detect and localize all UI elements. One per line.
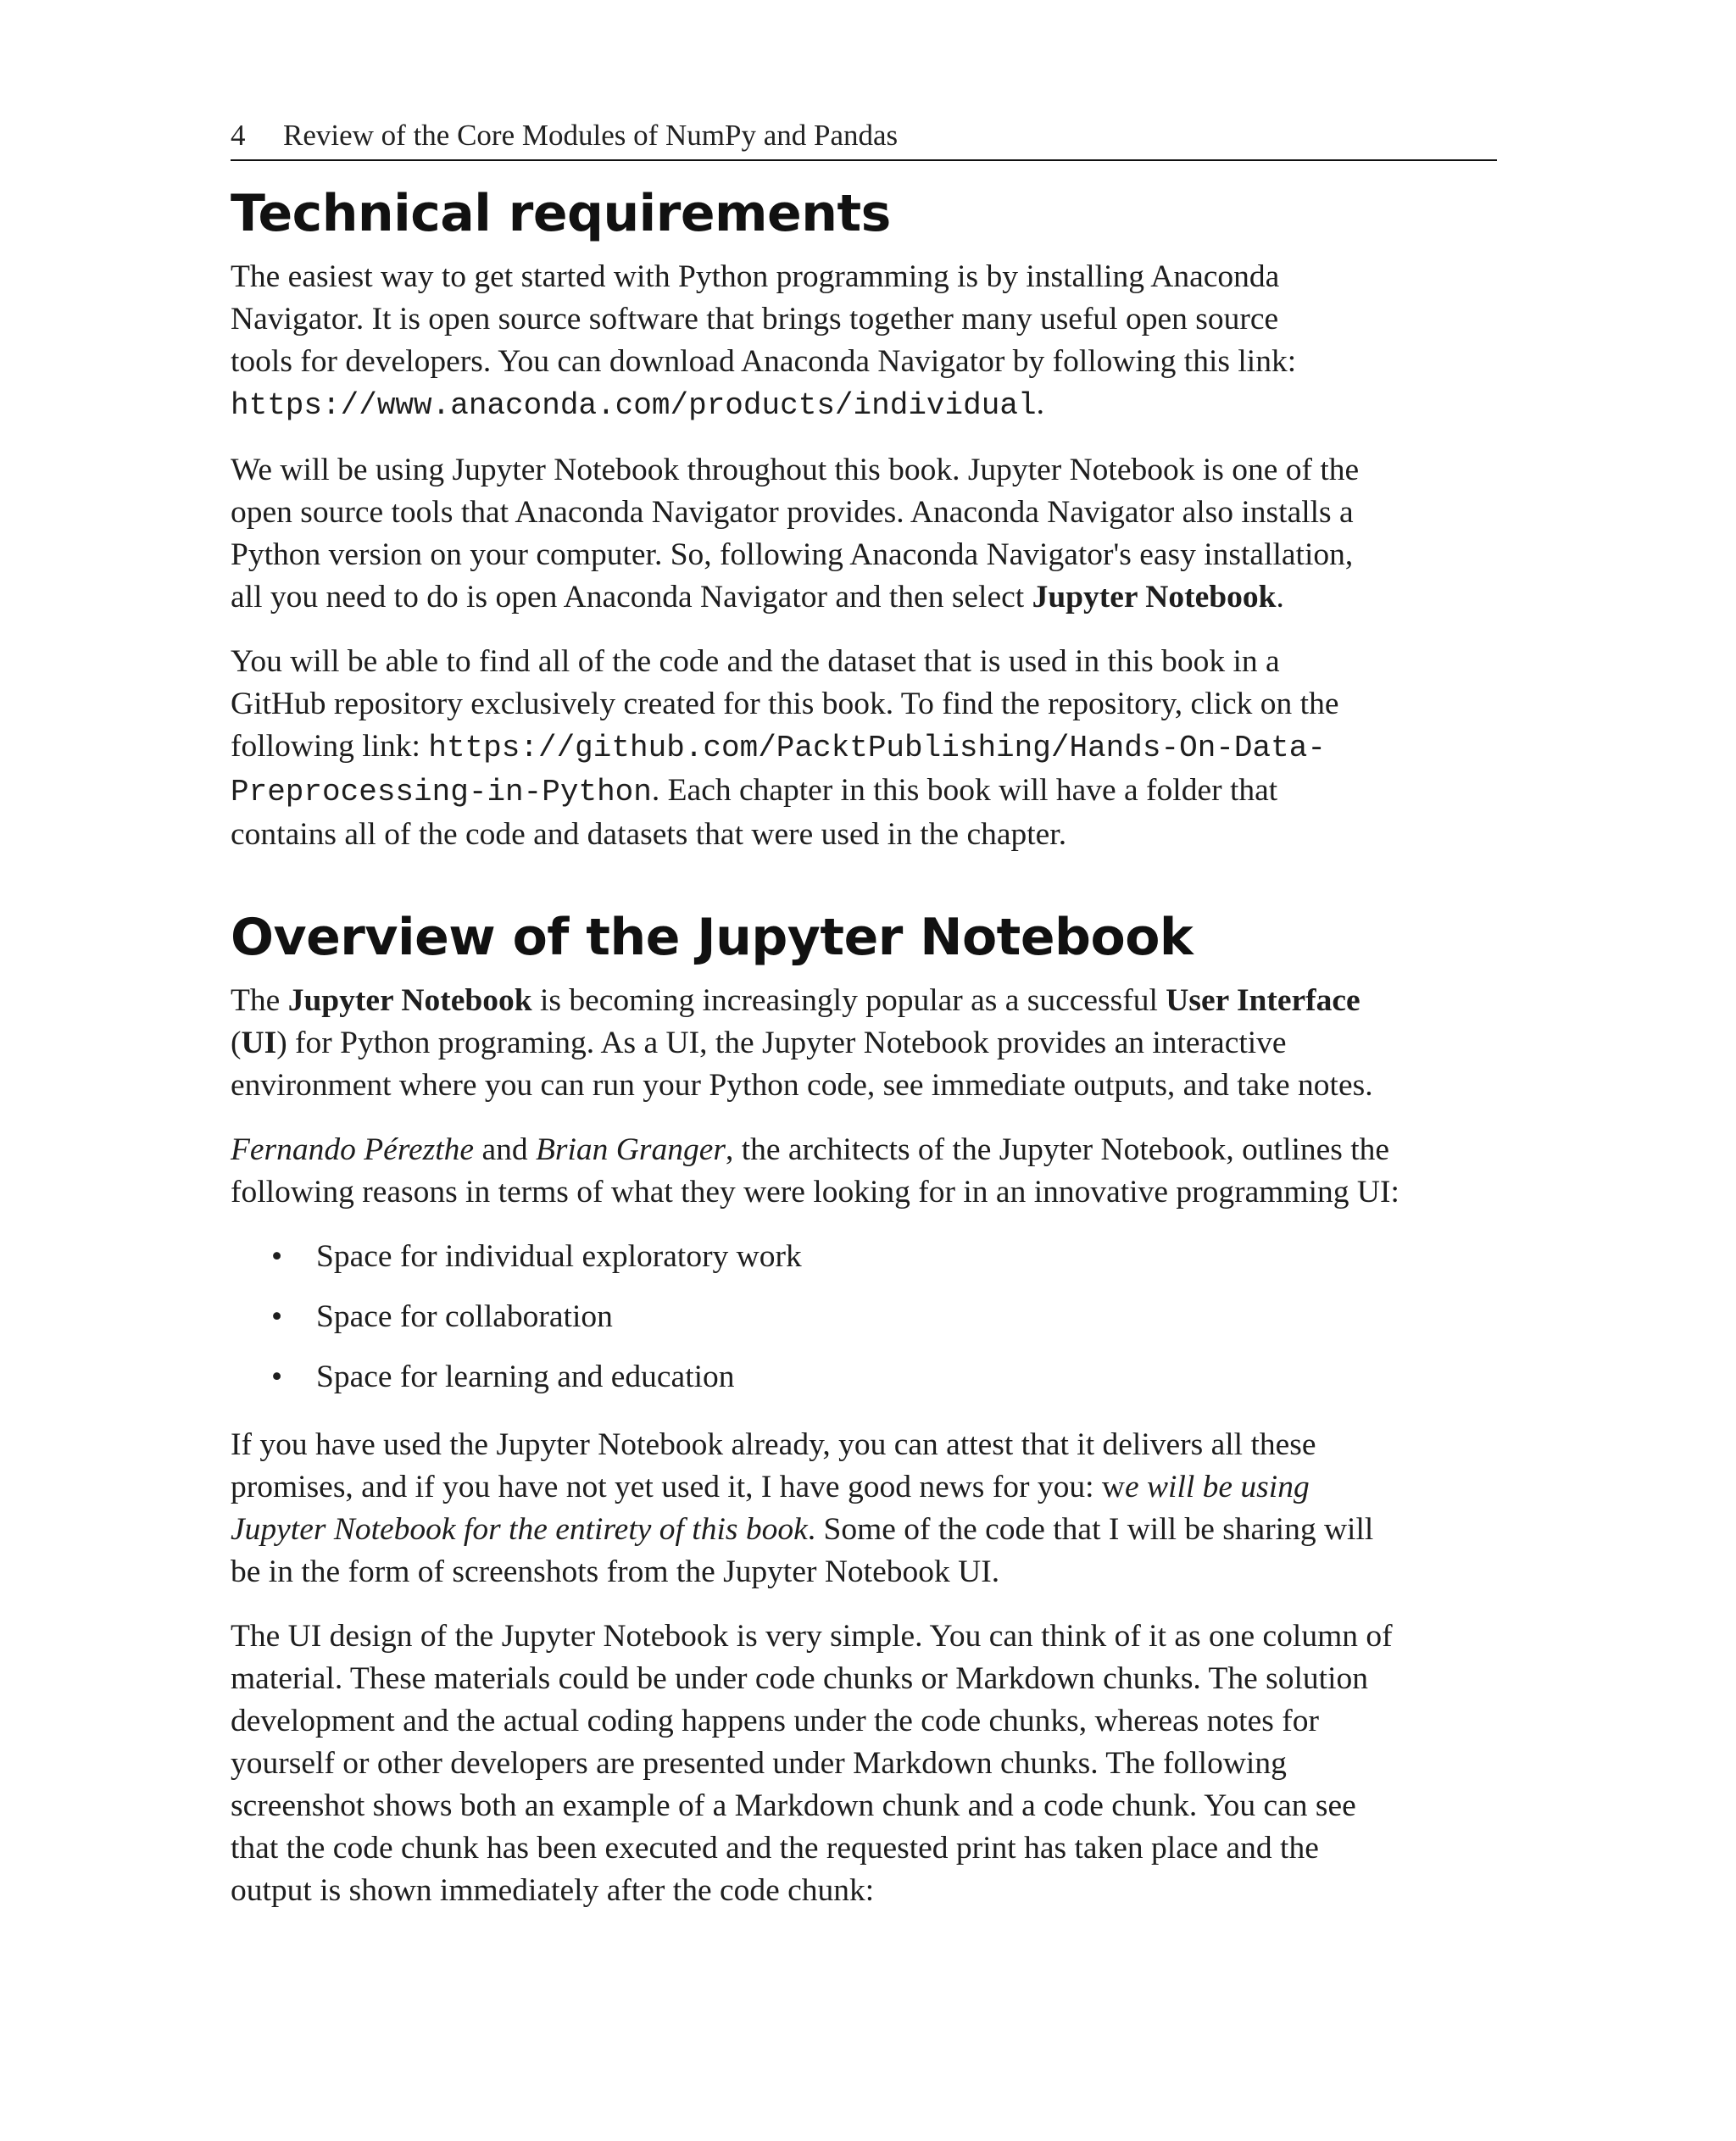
text-line <box>231 980 1497 1022</box>
running-header <box>231 112 1497 161</box>
ui-term: UI <box>241 1026 277 1060</box>
text-fragment: . Some of the code that I will be sharing will <box>807 1512 1374 1547</box>
text-line: material. These materials could be under code chunks or Markdown chunks. The solution <box>231 1661 1369 1696</box>
text-line: Python version on your computer. So, following Anaconda Navigator's easy installation, <box>231 537 1354 572</box>
text-line <box>231 1466 1497 1509</box>
list-item-text: Space for collaboration <box>316 1299 613 1334</box>
bullet: • <box>271 1360 283 1394</box>
text-line <box>231 1129 1497 1171</box>
text-line: The easiest way to get started with Python programming is by installing Anaconda <box>231 259 1280 294</box>
paragraph-architects <box>231 1129 1497 1214</box>
reasons-list <box>231 1236 1497 1399</box>
text-line <box>231 726 1497 770</box>
emphasis-text: Jupyter Notebook for the entirety of this book <box>231 1512 808 1547</box>
github-link-part1[interactable]: https://github.com/PacktPublishing/Hands-On-Data- <box>428 731 1326 765</box>
text-line: The UI design of the Jupyter Notebook is very simple. You can think of it as one column of <box>231 1619 1393 1654</box>
emphasis-text: e will be using <box>1125 1470 1310 1504</box>
author-name: Brian Granger <box>535 1132 726 1167</box>
text-line <box>231 1509 1497 1551</box>
user-interface-term: User Interface <box>1166 983 1360 1018</box>
text-line: Navigator. It is open source software that brings together many useful open source <box>231 302 1279 336</box>
author-name: Fernando Pérezthe <box>231 1132 475 1167</box>
text-line: screenshot shows both an example of a Markdown chunk and a code chunk. You can see <box>231 1788 1356 1823</box>
paragraph-jupyter-usage <box>231 449 1497 619</box>
text-line: You will be able to find all of the code and the dataset that is used in this book in a <box>231 644 1280 679</box>
text-fragment: and <box>474 1132 536 1167</box>
list-item-text: Space for learning and education <box>316 1360 735 1394</box>
text-line <box>231 383 1497 427</box>
running-title: Review of the Core Modules of NumPy and Pandas <box>283 119 899 152</box>
text-line: We will be using Jupyter Notebook throughout this book. Jupyter Notebook is one of the <box>231 453 1360 487</box>
list-item <box>231 1356 1497 1399</box>
text-line: development and the actual coding happens under the code chunks, whereas notes for <box>231 1704 1319 1738</box>
text-line <box>231 1022 1497 1065</box>
text-line <box>231 576 1497 619</box>
list-item <box>231 1236 1497 1278</box>
text-line: output is shown immediately after the code chunk: <box>231 1873 875 1908</box>
text-line: contains all of the code and datasets that were used in the chapter. <box>231 817 1067 852</box>
text-fragment: The <box>231 983 288 1018</box>
github-link-part2[interactable]: Preprocessing-in-Python <box>231 775 652 809</box>
text-line: open source tools that Anaconda Navigator provides. Anaconda Navigator also installs a <box>231 495 1354 530</box>
paragraph-jupyter-intro <box>231 980 1497 1107</box>
bullet: • <box>271 1299 283 1334</box>
book-page <box>231 112 1497 1934</box>
paragraph-ui-design <box>231 1615 1497 1912</box>
list-item-text: Space for individual exploratory work <box>316 1239 802 1274</box>
paragraph-promises <box>231 1424 1497 1593</box>
text-line: following reasons in terms of what they were looking for in an innovative programming UI: <box>231 1175 1399 1210</box>
paragraph-anaconda-install <box>231 256 1497 427</box>
text-line: environment where you can run your Python code, see immediate outputs, and take notes. <box>231 1068 1373 1103</box>
text-fragment: . <box>1036 386 1044 421</box>
text-fragment: is becoming increasingly popular as a successful <box>531 983 1166 1018</box>
text-line: GitHub repository exclusively created for this book. To find the repository, click on the <box>231 687 1339 721</box>
jupyter-notebook-term: Jupyter Notebook <box>287 983 532 1018</box>
section-heading-jupyter-overview: Overview of the Jupyter Notebook <box>231 908 1194 967</box>
section-heading-technical-requirements: Technical requirements <box>231 184 891 243</box>
text-fragment: ( <box>231 1026 242 1060</box>
text-fragment: all you need to do is open Anaconda Navigator and then select <box>231 580 1032 614</box>
text-fragment: promises, and if you have not yet used it, I have good news for you: w <box>231 1470 1125 1504</box>
text-fragment: ) for Python programing. As a UI, the Jupyter Notebook provides an interactive <box>276 1026 1287 1060</box>
list-item <box>231 1296 1497 1338</box>
anaconda-link[interactable]: https://www.anaconda.com/products/individual <box>231 388 1037 423</box>
text-line <box>231 770 1497 814</box>
text-fragment: . Each chapter in this book will have a folder that <box>651 773 1278 808</box>
text-line: tools for developers. You can download Anaconda Navigator by following this link: <box>231 344 1297 379</box>
text-fragment: , the architects of the Jupyter Notebook, outlines the <box>725 1132 1390 1167</box>
text-line: that the code chunk has been executed and the requested print has taken place and the <box>231 1831 1319 1866</box>
paragraph-github-repo <box>231 641 1497 856</box>
jupyter-notebook-term: Jupyter Notebook <box>1032 580 1277 614</box>
bullet: • <box>271 1239 283 1274</box>
text-line: be in the form of screenshots from the Jupyter Notebook UI. <box>231 1554 1000 1589</box>
text-fragment: following link: <box>231 729 429 764</box>
text-line: If you have used the Jupyter Notebook already, you can attest that it delivers all these <box>231 1427 1316 1462</box>
text-line: yourself or other developers are presented under Markdown chunks. The following <box>231 1746 1287 1781</box>
text-fragment: . <box>1276 580 1284 614</box>
page-number: 4 <box>231 119 246 152</box>
